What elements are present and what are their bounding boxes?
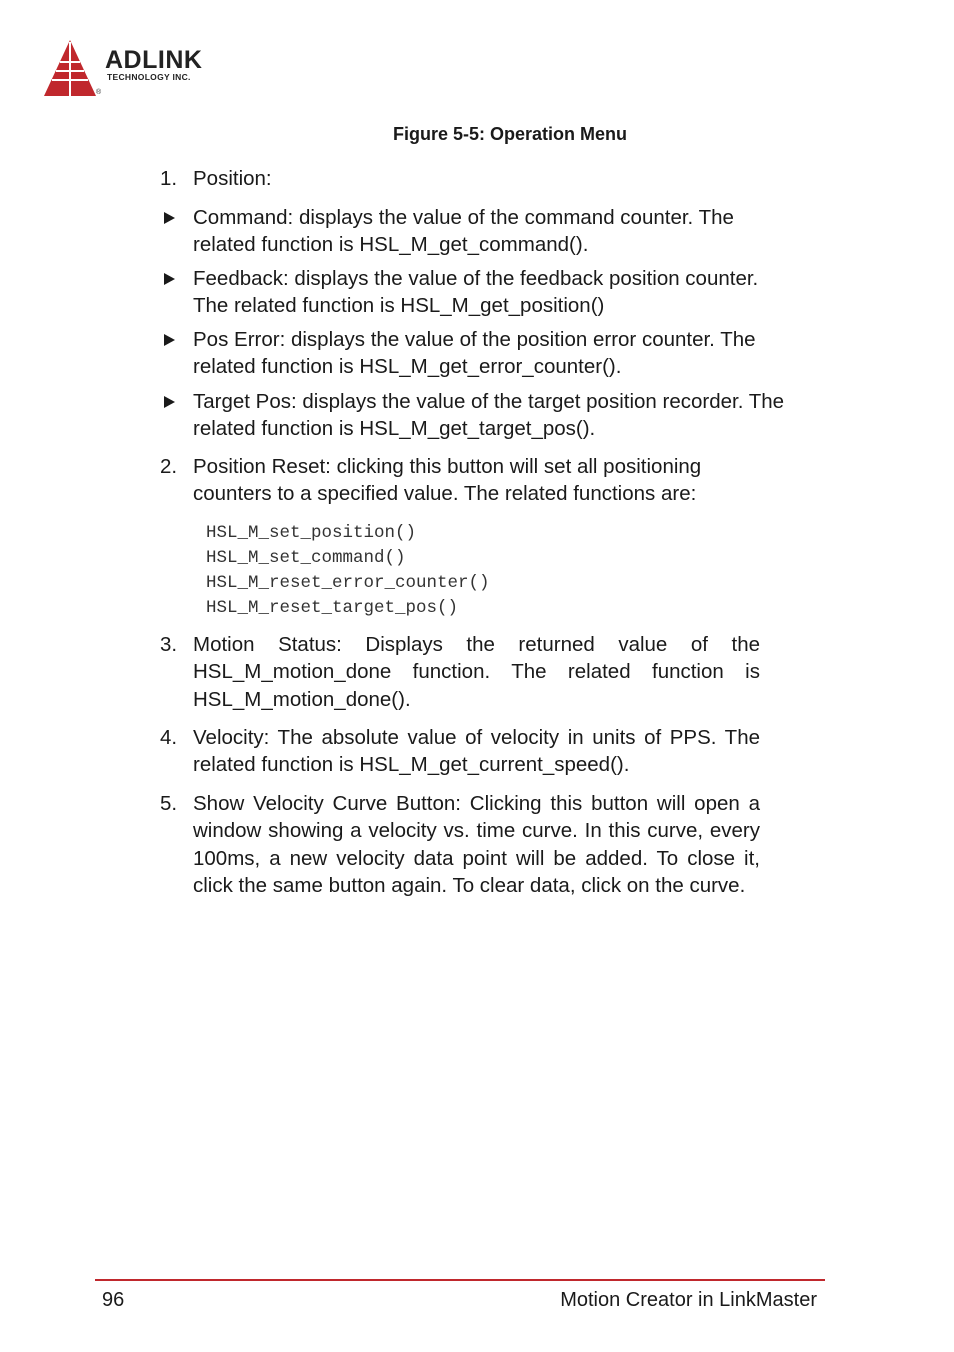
footer-title: Motion Creator in LinkMaster xyxy=(560,1289,817,1311)
item-text: Motion Status: Displays the returned value of the HSL_M_motion_done function. The related function is HSL_M_motion_done(). xyxy=(193,633,760,711)
item-number: 2. xyxy=(160,455,178,478)
item-text: Position Reset: clicking this button will set all positioning counters to a specified value. The related functions are: xyxy=(193,455,702,506)
item-number: 4. xyxy=(160,726,178,749)
item-number: 1. xyxy=(160,167,178,190)
page-number: 96 xyxy=(102,1289,125,1311)
bullet-text: Feedback: displays the value of the feedback position counter. The related function is HSL_M_get_position() xyxy=(193,267,759,318)
footer-rule xyxy=(95,1279,825,1281)
registered-mark: ® xyxy=(96,89,102,96)
bullet-text: Target Pos: displays the value of the target position recorder. The related function is HSL_M_get_target_pos(). xyxy=(193,390,785,441)
bullet-triangle-icon xyxy=(164,396,175,408)
brand-name: ADLINK xyxy=(105,46,203,74)
item-text: Show Velocity Curve Button: Clicking this button will open a window showing a velocity vs. time curve. In this curve, every 100ms, a new velocity data point will be added. To close it, click the same button again. To clear data, click on the curve. xyxy=(193,792,760,897)
code-line: HSL_M_set_position() xyxy=(206,523,417,543)
bullet-triangle-icon xyxy=(164,334,175,346)
code-line: HSL_M_reset_target_pos() xyxy=(206,598,459,618)
figure-caption: Figure 5-5: Operation Menu xyxy=(392,124,628,144)
bullet-text: Pos Error: displays the value of the position error counter. The related function is HSL_M_get_error_counter(). xyxy=(193,328,756,379)
code-block xyxy=(206,521,490,621)
brand-subtitle: TECHNOLOGY INC. xyxy=(107,72,191,82)
logo-triangle-icon xyxy=(44,40,96,96)
bullet-text: Command: displays the value of the command counter. The related function is HSL_M_get_command(). xyxy=(193,206,734,257)
item-text: Velocity: The absolute value of velocity in units of PPS. The related function is HSL_M_get_current_speed(). xyxy=(193,726,760,777)
item-text: Position: xyxy=(193,167,272,190)
item-number: 3. xyxy=(160,633,178,656)
code-line: HSL_M_reset_error_counter() xyxy=(206,573,490,593)
bullet-triangle-icon xyxy=(164,273,175,285)
bullet-triangle-icon xyxy=(164,212,175,224)
code-line: HSL_M_set_command() xyxy=(206,548,406,568)
item-number: 5. xyxy=(160,792,178,815)
